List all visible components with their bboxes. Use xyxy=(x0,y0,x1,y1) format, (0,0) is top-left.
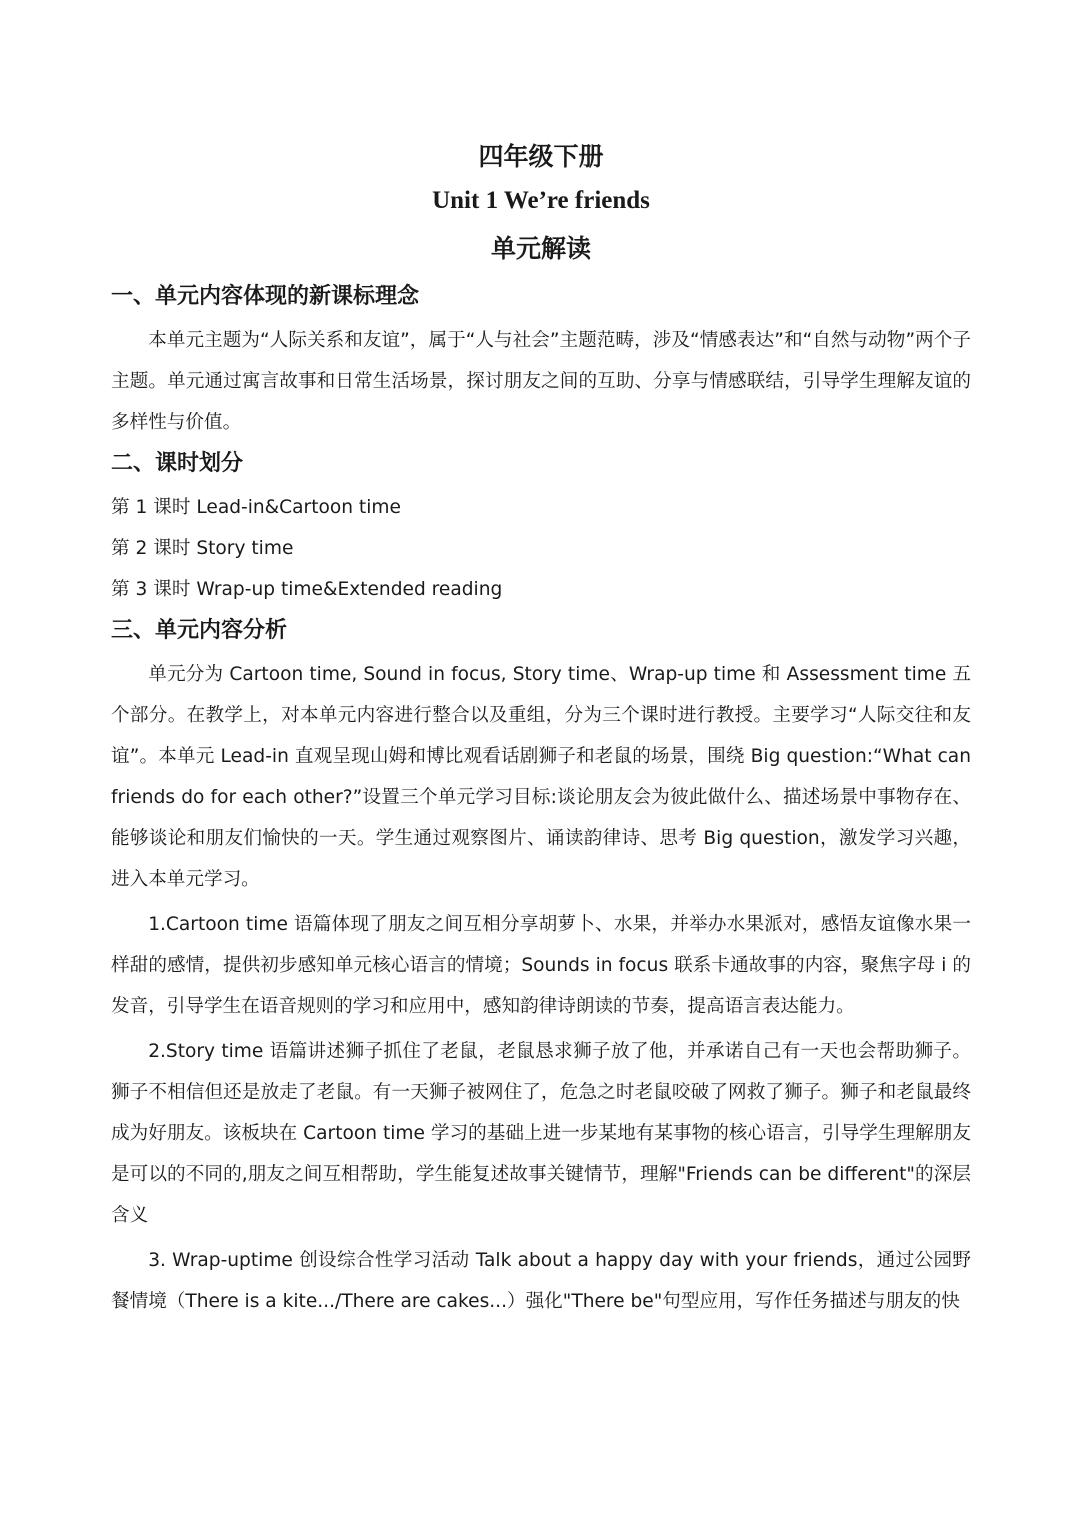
section-3-heading: 三、单元内容分析 xyxy=(111,618,288,643)
section-3-paragraph-intro: 单元分为 Cartoon time, Sound in focus, Story time、Wrap-up time 和 Assessment time 五个部分。在教学上，对本单元内容进行整合以及重组，分为三个课时进行教授。主要学习“人际交往和友谊”。本单元 Lead-in 直观呈现山姆和博比观看话剧狮子和老鼠的场景，围绕 Big question:“What can friends do for each other?”设置三个单元学习目标:谈论朋友会为彼此做什么、描述场景中事物存在、能够谈论和朋友们愉快的一天。学生通过观察图片、诵读韵律诗、思考 Big question，激发学习兴趣，进入本单元学习。 xyxy=(111,664,971,890)
lesson-item-2: 第 2 课时 Story time xyxy=(111,538,294,559)
grade-title: 四年级下册 xyxy=(478,142,604,171)
lesson-item-1: 第 1 课时 Lead-in&Cartoon time xyxy=(111,497,401,518)
section-2-heading: 二、课时划分 xyxy=(111,451,244,476)
section-3-paragraph-cartoon: 1.Cartoon time 语篇体现了朋友之间互相分享胡萝卜、水果，并举办水果派对，感悟友谊像水果一样甜的感情，提供初步感知单元核心语言的情境；Sounds in focus 联系卡通故事的内容，聚焦字母 i 的发音，引导学生在语音规则的学习和应用中，感知韵律诗朗读的节奏，提高语言表达能力。 xyxy=(111,914,971,1017)
section-3-paragraph-story: 2.Story time 语篇讲述狮子抓住了老鼠，老鼠恳求狮子放了他，并承诺自己有一天也会帮助狮子。狮子不相信但还是放走了老鼠。有一天狮子被网住了，危急之时老鼠咬破了网救了狮子。狮子和老鼠最终成为好朋友。该板块在 Cartoon time 学习的基础上进一步某地有某事物的核心语言，引导学生理解朋友是可以的不同的,朋友之间互相帮助，学生能复述故事关键情节，理解"Friends can be different"的深层含义 xyxy=(111,1041,971,1226)
lesson-item-3: 第 3 课时 Wrap-up time&Extended reading xyxy=(111,579,503,600)
section-1-paragraph: 本单元主题为“人际关系和友谊”，属于“人与社会”主题范畴，涉及“情感表达”和“自然与动物”两个子主题。单元通过寓言故事和日常生活场景，探讨朋友之间的互助、分享与情感联结，引导学生理解友谊的多样性与价值。 xyxy=(111,330,971,433)
subtitle: 单元解读 xyxy=(490,234,591,263)
document-page xyxy=(111,140,971,1326)
unit-title: Unit 1 We’re friends xyxy=(432,187,650,214)
section-1-heading: 一、单元内容体现的新课标理念 xyxy=(111,284,420,309)
section-3-paragraph-wrapup: 3. Wrap-uptime 创设综合性学习活动 Talk about a happy day with your friends，通过公园野餐情境（There is a kite.../There are cakes...）强化"There be"句型应用，写作任务描述与朋友的快 xyxy=(111,1250,971,1312)
